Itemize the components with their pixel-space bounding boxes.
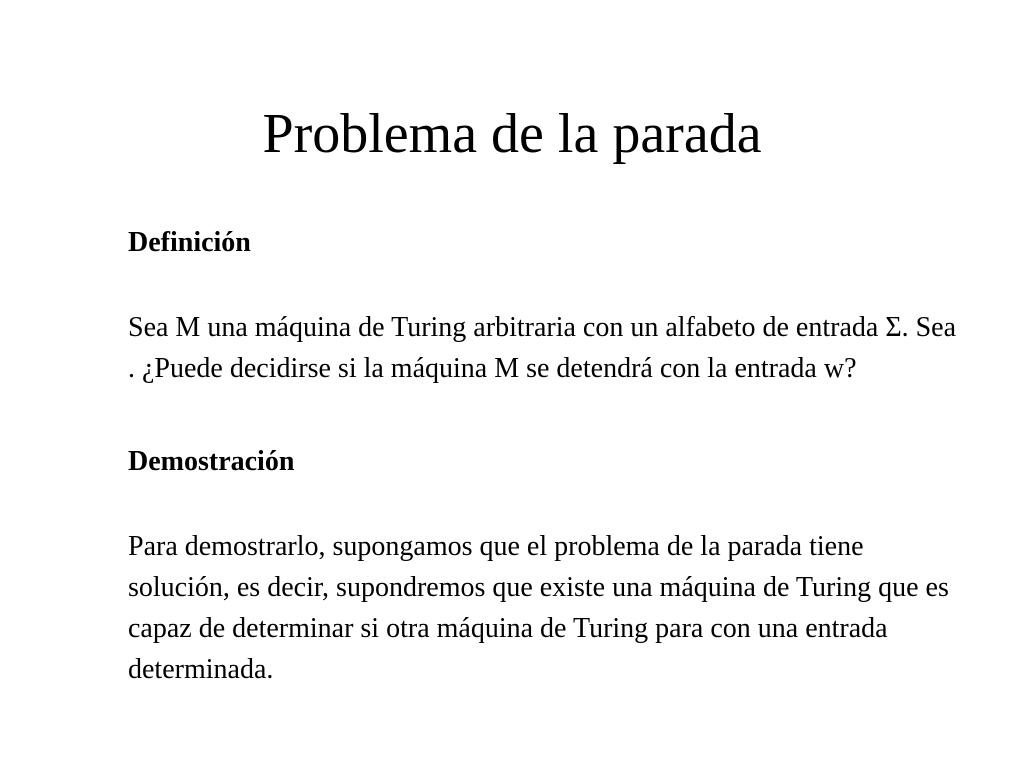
slide-content xyxy=(128,224,988,690)
slide-title: Problema de la parada xyxy=(262,103,762,165)
definition-text: Sea M una máquina de Turing arbitraria con un alfabeto de entrada Σ. Sea . ¿Puede decidirse si la máquina M se detendrá con la entrada w? xyxy=(128,312,957,384)
proof-heading: Demostración xyxy=(128,446,295,477)
definition-heading: Definición xyxy=(128,227,251,258)
proof-text: Para demostrarlo, supongamos que el problema de la parada tiene solución, es decir, supondremos que existe una máquina de Turing que es capaz de determinar si otra máquina de Turing para con una entrada determinada. xyxy=(128,531,949,685)
